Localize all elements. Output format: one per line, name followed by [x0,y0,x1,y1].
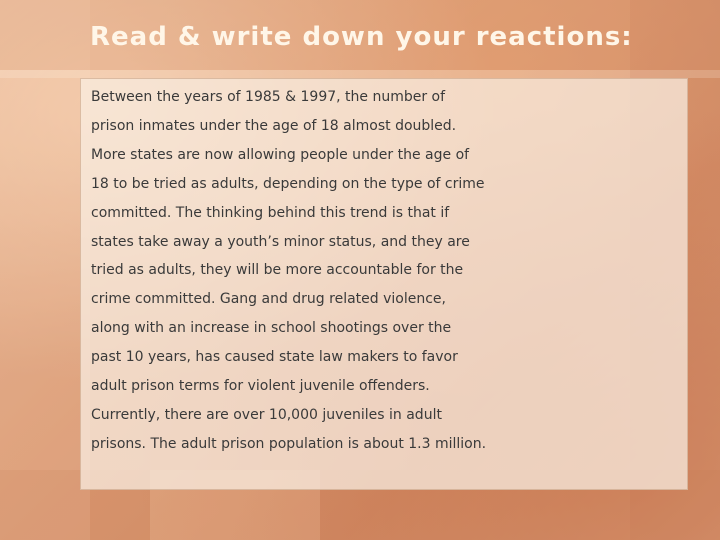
body-line: More states are now allowing people under the age of [91,146,470,163]
body-line: states take away a youth’s minor status, and they are [91,233,470,250]
slide-body-text [91,83,691,459]
body-line: committed. The thinking behind this trend is that if [91,204,450,221]
background-tile [0,70,720,78]
body-line: along with an increase in school shootings over the [91,320,452,337]
body-line: past 10 years, has caused state law makers to favor [91,349,458,366]
body-line: crime committed. Gang and drug related violence, [91,291,446,308]
body-line: Between the years of 1985 & 1997, the number of [91,89,446,105]
background-tile [0,0,90,540]
body-line: adult prison terms for violent juvenile offenders. [91,378,430,395]
slide-title: Read & write down your reactions: [90,22,633,52]
body-line: 18 to be tried as adults, depending on the type of crime [91,175,485,192]
body-line: Currently, there are over 10,000 juveniles in adult [91,406,442,423]
body-line: prison inmates under the age of 18 almost doubled. [91,117,457,134]
body-line: tried as adults, they will be more accountable for the [91,262,464,279]
body-line: prisons. The adult prison population is about 1.3 million. [91,435,487,452]
